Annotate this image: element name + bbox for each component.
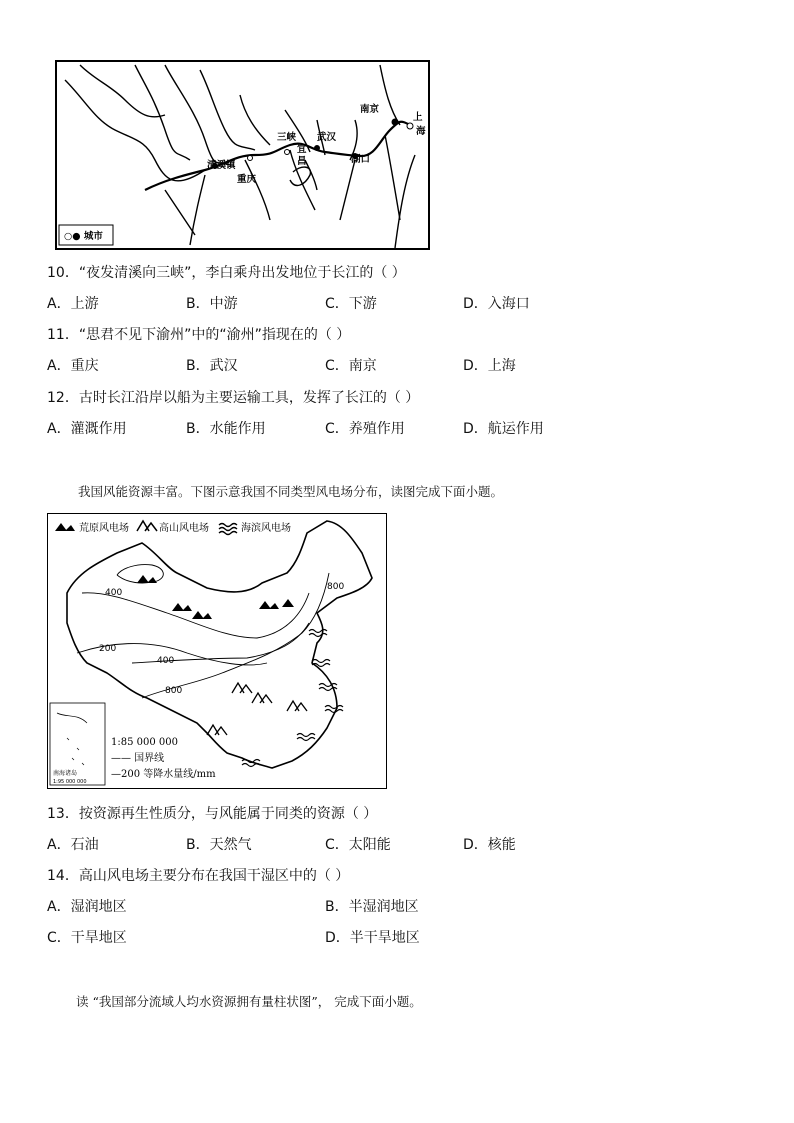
q13-option-b[interactable]: B．天然气 bbox=[186, 837, 252, 853]
map2-scale: 1:85 000 000 bbox=[111, 737, 178, 748]
legend-desert: 荒原风电场 bbox=[79, 523, 129, 534]
city-nanjing: 南京 bbox=[360, 104, 380, 115]
map1-legend: ○● 城市 bbox=[64, 231, 103, 242]
city-sanxia: 三峡 bbox=[277, 132, 297, 143]
q12-option-b[interactable]: B．水能作用 bbox=[186, 421, 266, 437]
q12-option-d[interactable]: D．航运作用 bbox=[463, 421, 544, 437]
map2-legend-border: —— 国界线 bbox=[111, 753, 165, 764]
isoline-400-north: 400 bbox=[105, 588, 123, 598]
question-10: 10．“夜发清溪向三峡”，李白乘舟出发地位于长江的（ ） bbox=[47, 265, 406, 281]
city-qingxi: 清溪镇 bbox=[207, 160, 236, 171]
question-12: 12．古时长江沿岸以船为主要运输工具，发挥了长江的（ ） bbox=[47, 390, 420, 406]
intro-wind-energy: 我国风能资源丰富。下图示意我国不同类型风电场分布，读图完成下面小题。 bbox=[78, 484, 504, 499]
q11-option-d[interactable]: D．上海 bbox=[463, 358, 516, 374]
q14-option-b[interactable]: B．半湿润地区 bbox=[325, 899, 419, 915]
legend-mountain: 高山风电场 bbox=[159, 523, 209, 534]
q10-option-b[interactable]: B．中游 bbox=[186, 296, 238, 312]
q10-option-a[interactable]: A．上游 bbox=[47, 296, 99, 312]
question-14: 14．高山风电场主要分布在我国干湿区中的（ ） bbox=[47, 868, 350, 884]
q12-option-c[interactable]: C．养殖作用 bbox=[325, 421, 405, 437]
city-shanghai-2: 海 bbox=[416, 126, 426, 137]
question-13: 13．按资源再生性质分，与风能属于同类的资源（ ） bbox=[47, 806, 378, 822]
city-wuhan: 武汉 bbox=[317, 132, 337, 143]
isoline-200: 200 bbox=[99, 644, 117, 654]
map2-legend-isoline: —200 等降水量线/mm bbox=[111, 769, 216, 780]
china-wind-map bbox=[47, 513, 387, 789]
q13-option-c[interactable]: C．太阳能 bbox=[325, 837, 391, 853]
isoline-400-mid: 400 bbox=[157, 656, 175, 666]
city-yichang-2: 昌 bbox=[297, 156, 307, 167]
city-hukou: 湖口 bbox=[351, 154, 371, 165]
q10-option-d[interactable]: D．入海口 bbox=[463, 296, 530, 312]
intro-water-resources: 读 “我国部分流域人均水资源拥有量柱状图”， 完成下面小题。 bbox=[76, 994, 422, 1009]
q14-option-a[interactable]: A．湿润地区 bbox=[47, 899, 127, 915]
q12-option-a[interactable]: A．灌溉作用 bbox=[47, 421, 127, 437]
city-shanghai-1: 上 bbox=[413, 112, 423, 123]
q11-option-b[interactable]: B．武汉 bbox=[186, 358, 238, 374]
q13-option-a[interactable]: A．石油 bbox=[47, 837, 99, 853]
yangtze-map bbox=[55, 60, 430, 250]
city-yichang-1: 宜 bbox=[297, 144, 307, 155]
q11-option-a[interactable]: A．重庆 bbox=[47, 358, 99, 374]
q14-option-d[interactable]: D．半干旱地区 bbox=[325, 930, 420, 946]
inset-scale: 1:95 000 000 bbox=[53, 779, 87, 785]
q10-option-c[interactable]: C．下游 bbox=[325, 296, 377, 312]
isoline-800-south: 800 bbox=[165, 686, 183, 696]
legend-coastal: 海滨风电场 bbox=[241, 523, 291, 534]
q11-option-c[interactable]: C．南京 bbox=[325, 358, 377, 374]
inset-title: 南海诸岛 bbox=[53, 770, 78, 777]
q13-option-d[interactable]: D．核能 bbox=[463, 837, 516, 853]
city-chongqing: 重庆 bbox=[237, 174, 257, 185]
isoline-800-east: 800 bbox=[327, 582, 345, 592]
q14-option-c[interactable]: C．干旱地区 bbox=[47, 930, 127, 946]
question-11: 11．“思君不见下渝州”中的“渝州”指现在的（ ） bbox=[47, 327, 351, 343]
